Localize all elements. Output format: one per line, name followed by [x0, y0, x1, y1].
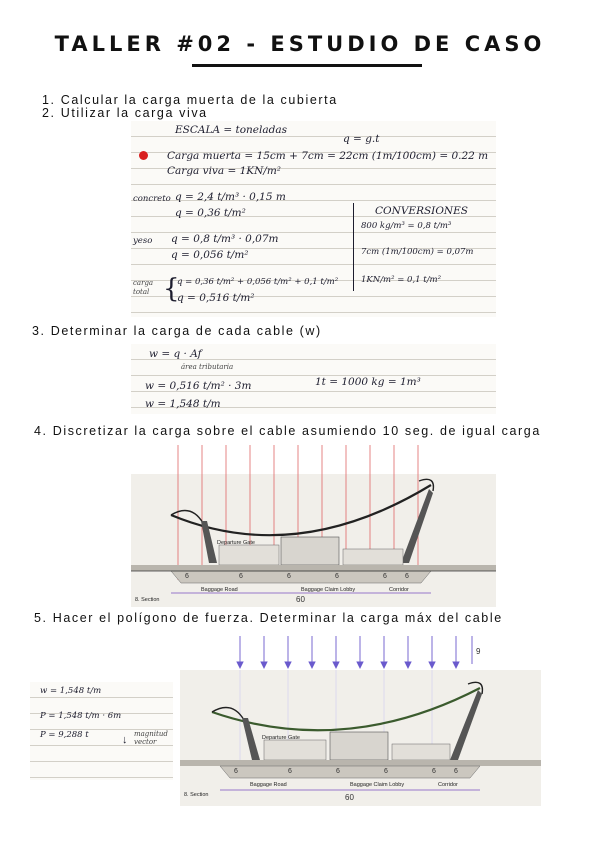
label-section: 8. Section — [135, 597, 160, 603]
page-title: TALLER #02 - ESTUDIO DE CASO — [54, 32, 546, 56]
note-carga-muerta: Carga muerta = 15cm + 7cm = 22cm (1m/100cm) = 0.22 m — [167, 150, 489, 162]
conversions-divider — [353, 203, 354, 291]
note-yeso-label: yeso — [133, 236, 153, 246]
note-total-1: q = 0,36 t/m² + 0,056 t/m² + 0,1 t/m² — [177, 277, 339, 287]
note-magnitud-vector: magnitud vector — [134, 730, 168, 746]
right-hall — [392, 744, 450, 760]
note-yeso-2: q = 0,056 t/m² — [171, 249, 249, 261]
note-conv-1: 800 kg/m³ = 0,8 t/m³ — [361, 221, 452, 231]
central-building — [281, 537, 339, 565]
ground-slab — [131, 565, 496, 571]
segment-label: 6 — [335, 573, 339, 580]
label-baggage-road: Baggage Road — [250, 782, 287, 788]
brace-glyph: { — [163, 274, 180, 304]
note-total-2: q = 0,516 t/m² — [177, 292, 255, 304]
ground-slab — [180, 760, 541, 766]
note-yeso-1: q = 0,8 t/m³ · 0,07m — [171, 233, 279, 245]
segment-label: 6 — [239, 573, 243, 580]
step-2: 2. Utilizar la carga viva — [42, 106, 208, 120]
note-p-result: P = 9,288 t — [40, 730, 89, 740]
note-concreto-2: q = 0,36 t/m² — [175, 207, 246, 219]
notes-sheet-force — [30, 682, 173, 780]
segment-label: 6 — [234, 768, 238, 775]
label-section: 8. Section — [184, 792, 209, 798]
label-baggage-claim: Baggage Claim Lobby — [301, 587, 356, 593]
label-departure-gate: Departure Gate — [262, 735, 300, 741]
segment-label: 6 — [383, 573, 387, 580]
right-hall — [343, 549, 403, 565]
departure-hall — [219, 545, 279, 565]
note-area-tributaria: área tributaria — [181, 363, 234, 371]
title-underline — [192, 64, 422, 67]
note-conv-2: 7cm (1m/100cm) = 0,07m — [361, 247, 474, 257]
segment-label: 6 — [336, 768, 340, 775]
segment-label: 6 — [288, 768, 292, 775]
force-label: 9 — [476, 647, 481, 656]
label-baggage-claim: Baggage Claim Lobby — [350, 782, 405, 788]
segment-label: 6 — [432, 768, 436, 775]
force-arrows — [237, 636, 459, 668]
segment-label: 6 — [384, 768, 388, 775]
lower-level — [171, 571, 431, 583]
note-conv-3: 1KN/m² = 0,1 t/m² — [361, 275, 442, 285]
note-concreto-1: q = 2,4 t/m³ · 0,15 m — [175, 191, 286, 203]
segment-label: 6 — [287, 573, 291, 580]
segment-label: 6 — [185, 573, 189, 580]
label-departure-gate: Departure Gate — [217, 540, 255, 546]
note-unit-conversion: 1t = 1000 kg = 1m³ — [315, 376, 421, 388]
note-w-formula: w = q · Af — [149, 348, 202, 360]
note-carga-viva: Carga viva = 1KN/m² — [167, 165, 282, 177]
note-conversiones-title: CONVERSIONES — [375, 205, 468, 217]
section-diagram-discretized — [131, 445, 496, 607]
down-arrow-icon: ↓ — [122, 734, 128, 746]
step-1: 1. Calcular la carga muerta de la cubierta — [42, 93, 338, 107]
notes-sheet-cable-load — [131, 344, 496, 414]
lower-level — [220, 766, 480, 778]
label-corridor: Corridor — [389, 587, 409, 593]
section-diagram-force-polygon — [180, 628, 541, 806]
note-w-result: w = 1,548 t/m — [145, 398, 221, 410]
note-w-value: w = 0,516 t/m² · 3m — [145, 380, 252, 392]
span-label: 60 — [296, 595, 305, 604]
segment-label: 6 — [454, 768, 458, 775]
step-4: 4. Discretizar la carga sobre el cable asumiendo 10 seg. de igual carga — [34, 424, 541, 438]
span-label: 60 — [345, 793, 354, 802]
note-carga-total-label: carga total — [133, 279, 154, 296]
note-p-formula: P = 1,548 t/m · 6m — [40, 711, 122, 721]
note-q-formula: q = g.t — [343, 133, 380, 145]
note-concreto-label: concreto — [133, 194, 171, 204]
step-3: 3. Determinar la carga de cada cable (w) — [32, 324, 322, 338]
departure-hall — [264, 740, 326, 760]
central-building — [330, 732, 388, 760]
label-corridor: Corridor — [438, 782, 458, 788]
notes-sheet-loads — [131, 121, 496, 317]
segment-label: 6 — [405, 573, 409, 580]
label-baggage-road: Baggage Road — [201, 587, 238, 593]
note-escala: ESCALA = toneladas — [175, 124, 288, 136]
step-5: 5. Hacer el polígono de fuerza. Determinar la carga máx del cable — [34, 611, 503, 625]
red-dot-marker — [139, 151, 148, 160]
note-w-magnitude: w = 1,548 t/m — [40, 686, 102, 696]
